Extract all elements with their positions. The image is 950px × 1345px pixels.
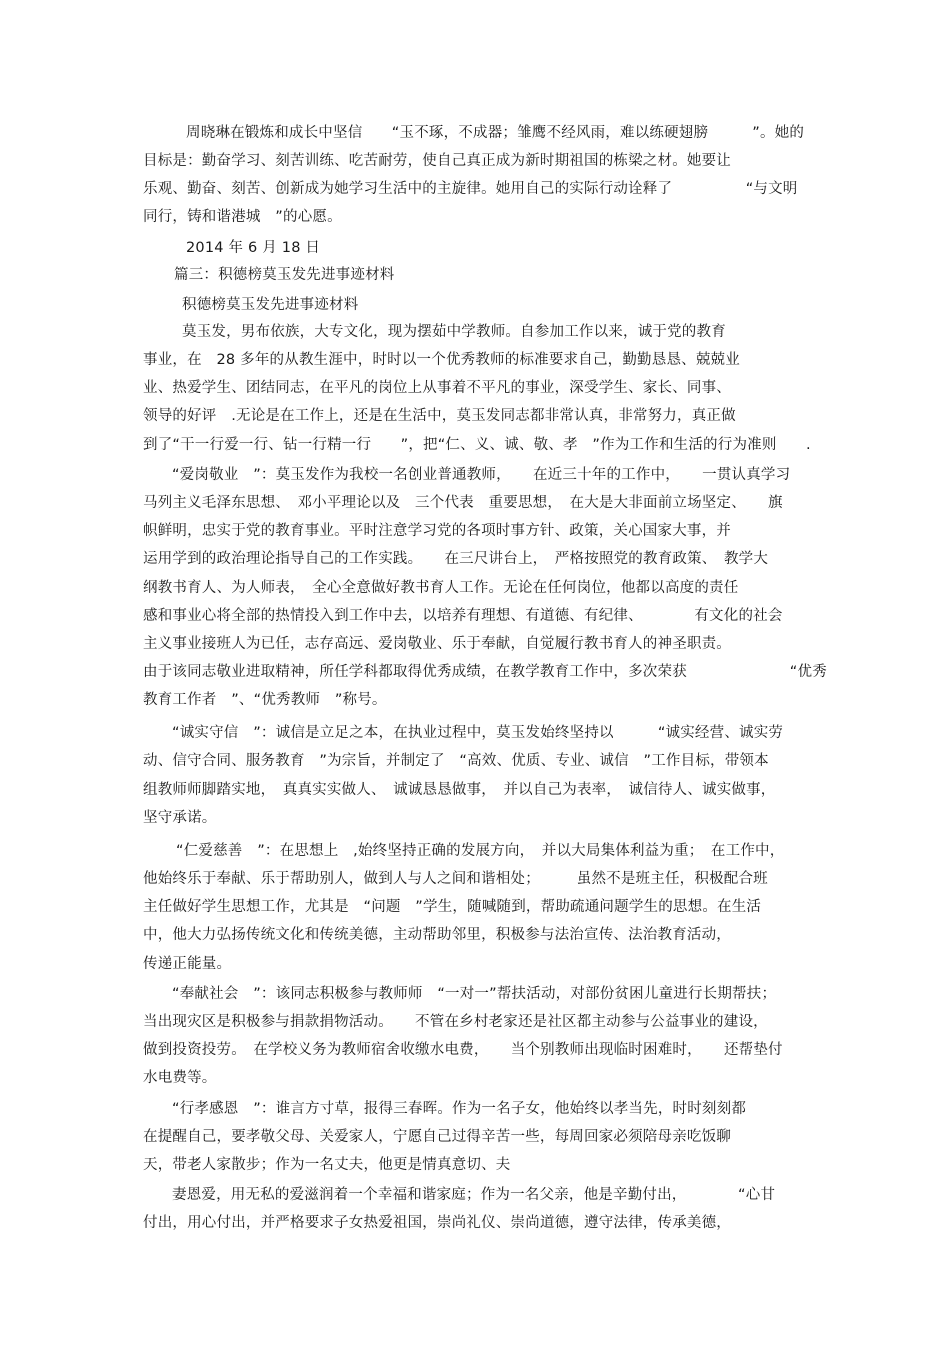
text-line: 主义事业接班人为已任，志存高远、爱岗敬业、乐于奉献，自觉履行教书育人的神圣职责。	[143, 636, 731, 652]
text-line: 教育工作者 ”、“优秀教师 ”称号。	[143, 692, 387, 708]
text-line: 由于该同志敬业进取精神，所任学科都取得优秀成绩，在教学教育工作中，多次荣获 “优秀	[143, 664, 827, 680]
text-line: 当出现灾区是积极参与捐款捐物活动。 不管在乡村老家还是社区都主动参与公益事业的建设，	[143, 1014, 768, 1030]
text-line: 他始终乐于奉献、乐于帮助别人，做到人与人之间和谐相处； 虽然不是班主任，积极配合班	[143, 871, 768, 887]
text-line: 帜鲜明，忠实于党的教育事业。平时注意学习党的各项时事方针、政策，关心国家大事，并	[143, 523, 731, 539]
text-line: 周晓琳在锻炼和成长中坚信 “玉不琢，不成器；雏鹰不经风雨，难以练硬翅膀 ”。她的	[186, 125, 805, 141]
text-line: 运用学到的政治理论指导自己的工作实践。 在三尺讲台上， 严格按照党的教育政策、 教学大	[143, 551, 769, 567]
text-line: 莫玉发，男布依族，大专文化，现为摆茹中学教师。自参加工作以来，诚于党的教育	[182, 324, 726, 340]
text-line: 做到投资投劳。 在学校义务为教师宿舍收缴水电费， 当个别教师出现临时困难时， 还帮垫付	[143, 1042, 783, 1058]
text-line: “仁爱慈善 ”：在思想上 ,始终坚持正确的发展方向， 并以大局集体利益为重； 在工作中，	[176, 843, 785, 859]
text-line: 组教师师脚踏实地， 真真实实做人、 诚诚恳恳做事， 并以自己为表率， 诚信待人、诚实做事，	[143, 782, 776, 798]
text-line: 坚守承诺。	[143, 810, 217, 826]
text-line: 动、信守合同、服务教育 ”为宗旨，并制定了 “高效、优质、专业、诚信 ”工作目标，带领本	[143, 753, 769, 769]
text-line: 中，他大力弘扬传统文化和传统美德，主动帮助邻里，积极参与法治宣传、法治教育活动，	[143, 927, 731, 943]
text-line: 妻恩爱，用无私的爱滋润着一个幸福和谐家庭；作为一名父亲，他是辛勤付出， “心甘	[172, 1187, 776, 1203]
text-line: “奉献社会 ”：该同志积极参与教师师 “一对一”帮扶活动，对部份贫困儿童进行长期帮扶；	[172, 986, 777, 1002]
section-heading: 篇三：积德榜莫玉发先进事迹材料	[174, 267, 395, 283]
text-line: 事业，在 28 多年的从教生涯中，时时以一个优秀教师的标准要求自己，勤勤恳恳、兢兢业	[143, 352, 740, 368]
text-line: 同行，铸和谐港城 ”的心愿。	[143, 209, 342, 225]
text-line: 乐观、勤奋、刻苦、创新成为她学习生活中的主旋律。她用自己的实际行动诠释了 “与文明	[143, 181, 798, 197]
text-line: “诚实守信 ”：诚信是立足之本，在执业过程中，莫玉发始终坚持以 “诚实经营、诚实劳	[172, 725, 784, 741]
text-line: 水电费等。	[143, 1070, 217, 1086]
text-line: “爱岗敬业 ”：莫玉发作为我校一名创业普通教师， 在近三十年的工作中， 一贯认真学习	[172, 467, 791, 483]
text-line: 付出，用心付出，并严格要求子女热爱祖国，崇尚礼仪、崇尚道德，遵守法律，传承美德，	[143, 1215, 731, 1231]
text-line: 业、热爱学生、团结同志，在平凡的岗位上从事着不平凡的事业，深受学生、家长、同事、	[143, 380, 731, 396]
text-line: 领导的好评 .无论是在工作上，还是在生活中，莫玉发同志都非常认真，非常努力，真正做	[143, 408, 736, 424]
text-line: 目标是：勤奋学习、刻苦训练、吃苦耐劳，使自己真正成为新时期祖国的栋梁之材。她要让	[143, 153, 731, 169]
text-line: 天，带老人家散步；作为一名丈夫，他更是情真意切、夫	[143, 1157, 511, 1173]
text-line: 到了“干一行爱一行、钻一行精一行 ”，把“仁、义、诚、敬、孝 ”作为工作和生活的行为准则 .	[143, 437, 811, 453]
text-line: 马列主义毛泽东思想、 邓小平理论以及 三个代表 重要思想， 在大是大非面前立场坚定、 旗	[143, 495, 783, 511]
text-line: 在提醒自己，要孝敬父母、关爱家人，宁愿自己过得辛苦一些，每周回家必须陪母亲吃饭聊	[143, 1129, 731, 1145]
article-title: 积德榜莫玉发先进事迹材料	[182, 297, 359, 313]
text-line: 感和事业心将全部的热情投入到工作中去，以培养有理想、有道德、有纪律、 有文化的社会	[143, 608, 783, 624]
text-line: 主任做好学生思想工作，尤其是 “问题 ”学生，随喊随到，帮助疏通问题学生的思想。在生活	[143, 899, 762, 915]
text-line: 纲教书育人、为人师表， 全心全意做好教书育人工作。无论在任何岗位，他都以高度的责任	[143, 580, 739, 596]
date-line: 2014 年 6 月 18 日	[186, 240, 321, 256]
text-line: 传递正能量。	[143, 956, 232, 972]
text-line: “行孝感恩 ”：谁言方寸草，报得三春晖。作为一名子女，他始终以孝当先，时时刻刻都	[172, 1101, 747, 1117]
